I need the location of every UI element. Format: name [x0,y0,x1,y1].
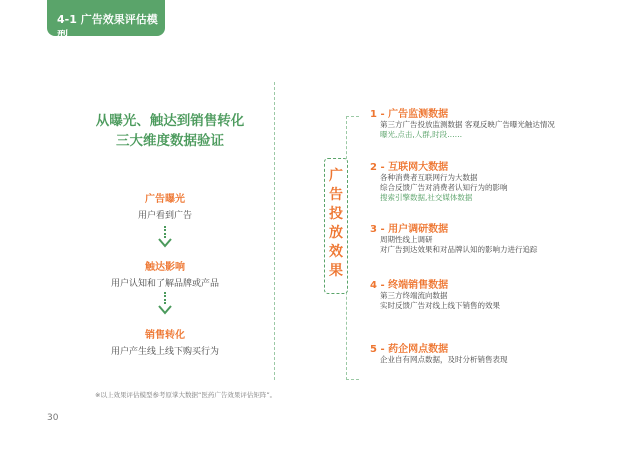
item-line: 实时反馈广告对线上线下销售的效果 [380,301,500,310]
data-source-item [370,276,590,311]
item-title: 终端销售数据 [388,280,449,291]
item-number: 4 - [370,280,389,291]
item-title: 药企网点数据 [388,344,449,355]
stage-description: 用户看到广告 [137,211,192,221]
label-char: 效 [329,244,343,260]
item-number: 3 - [370,224,389,235]
label-char: 放 [329,225,343,241]
label-char: 广 [329,168,343,184]
stage-conversion [90,326,240,357]
label-char: 投 [329,206,343,222]
item-number: 5 - [370,344,389,355]
page-number: 30 [47,413,59,423]
arrow-down-icon [158,238,172,248]
item-line: 周期性线上调研 [380,235,433,244]
stage-title: 销售转化 [145,330,185,341]
item-keywords: 搜索引擎数据,社交媒体数据 [380,193,473,202]
item-line: 各种消费者互联网行为大数据 [380,173,478,182]
data-source-item [370,105,590,140]
item-line: 第三方广告投放监测数据 客观反映广告曝光触达情况 [380,120,555,129]
vertical-divider [274,82,275,380]
label-char: 果 [329,263,343,279]
stage-exposure [90,190,240,221]
item-line: 第三方终端流向数据 [380,291,448,300]
item-line: 对广告到达效果和对品牌认知的影响力进行追踪 [380,245,538,254]
data-source-item [370,158,590,203]
label-char: 告 [329,187,343,203]
section-tab [47,0,165,42]
page-title-line-2: 三大维度数据验证 [116,133,224,149]
dotted-connector [164,226,168,238]
page-title-line-1: 从曝光、触达到销售转化 [95,113,245,129]
item-keywords: 曝光,点击,人群,时段…… [380,130,463,139]
item-title: 用户调研数据 [388,224,449,235]
item-number: 1 - [370,109,389,120]
data-source-item [370,220,590,255]
stage-title: 广告曝光 [145,194,185,205]
dotted-connector [164,292,168,304]
item-title: 广告监测数据 [388,109,449,120]
stage-description: 用户产生线上线下购买行为 [110,347,219,357]
arrow-down-icon [158,305,172,315]
item-line: 企业自有网点数据，及时分析销售表现 [380,355,508,364]
data-source-item [370,340,590,365]
item-title: 互联网大数据 [388,162,449,173]
ad-effect-vertical-label [324,158,348,294]
stage-reach [90,258,240,289]
item-number: 2 - [370,162,389,173]
stage-title: 触达影响 [145,262,185,273]
item-line: 综合反馈广告对消费者认知行为的影响 [380,183,508,192]
section-tab-label: 4-1 广告效果评估模型 [57,13,158,42]
footnote: ※以上效果评估模型参考原掌大数据“医药广告效果评估矩阵”。 [95,391,277,399]
stage-description: 用户认知和了解品牌或产品 [110,279,219,289]
